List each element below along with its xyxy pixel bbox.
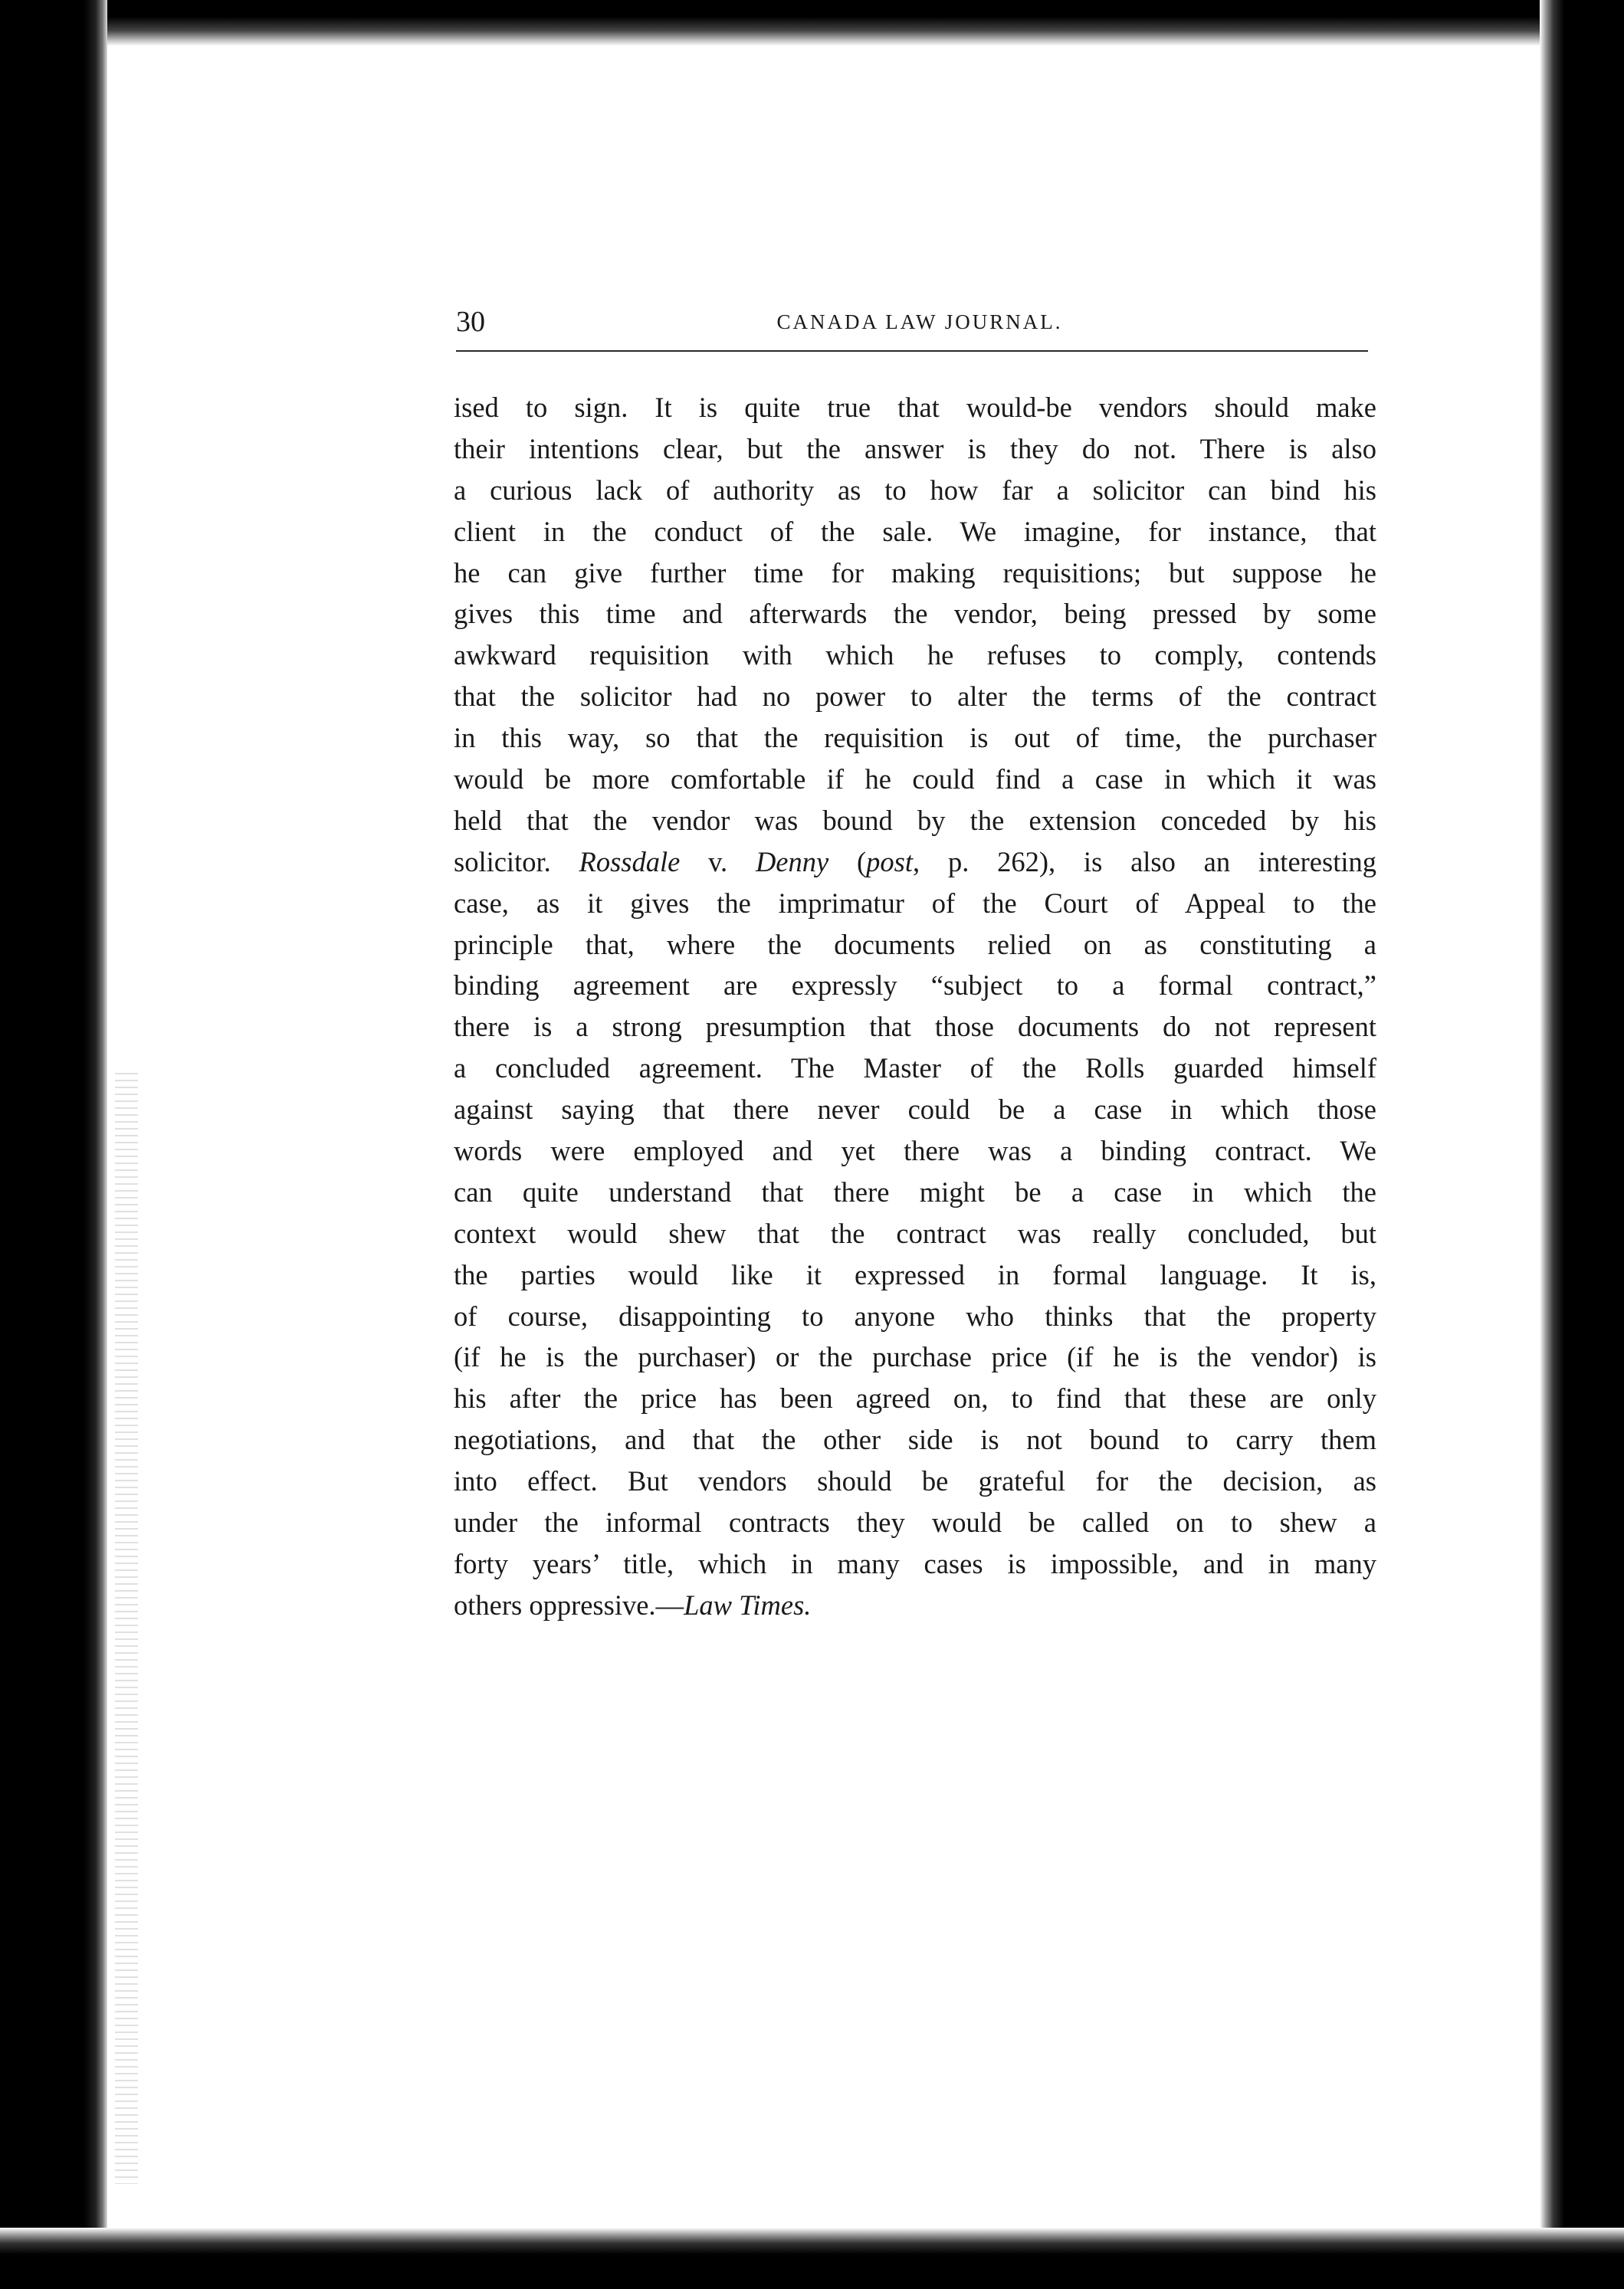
text-line [454, 428, 1376, 470]
text-run: awkward requisition with which he refuses to comply, contends [454, 639, 1376, 671]
text-run: forty years’ title, which in many cases is impossible, and in many [454, 1547, 1376, 1579]
text-line [454, 676, 1376, 717]
text-run: that the solicitor had no power to alter the terms of the contract [454, 680, 1376, 713]
text-run: (if he is the purchaser) or the purchase price (if he is the vendor) is [454, 1341, 1376, 1373]
journal-title: CANADA LAW JOURNAL. [776, 310, 1063, 333]
page-number: 30 [456, 306, 485, 338]
text-line [454, 1296, 1376, 1337]
text-line [454, 470, 1376, 511]
text-run: a concluded agreement. The Master of the Rolls guarded himself [454, 1052, 1376, 1084]
text-run: client in the conduct of the sale. We imagine, for instance, that [454, 515, 1376, 547]
italic-run: Rossdale [579, 845, 681, 877]
text-run: under the informal contracts they would be called on to shew a [454, 1507, 1376, 1539]
text-line [454, 1461, 1376, 1502]
header-rule [456, 350, 1368, 352]
text-run: ( [828, 845, 867, 877]
article-text [454, 387, 1376, 1626]
text-run: a curious lack of authority as to how far a solicitor can bind his [454, 474, 1376, 506]
text-run: ised to sign. It is quite true that would-be vendors should make [454, 392, 1376, 423]
text-line [454, 1585, 1376, 1626]
text-run: held that the vendor was bound by the extension conceded by his [454, 804, 1376, 836]
text-run: of course, disappointing to anyone who thinks that the property [454, 1300, 1376, 1332]
text-line [454, 1543, 1376, 1585]
text-line [454, 1336, 1376, 1378]
running-head [456, 299, 1383, 345]
scan-border-top [0, 0, 1624, 46]
text-line [454, 1006, 1376, 1048]
text-run: would be more comfortable if he could find a case in which it was [454, 763, 1376, 795]
text-line [454, 593, 1376, 635]
text-run: there is a strong presumption that those documents do not represent [454, 1011, 1376, 1043]
italic-run: post [866, 845, 914, 877]
text-run: binding agreement are expressly “subject to a formal contract,” [454, 969, 1376, 1002]
scan-border-right [1540, 0, 1624, 2289]
text-line [454, 1378, 1376, 1419]
text-line [454, 883, 1376, 924]
text-run: the parties would like it expressed in formal language. It is, [454, 1258, 1376, 1290]
text-run: solicitor. [454, 845, 579, 877]
text-line [454, 1089, 1376, 1130]
text-line [454, 965, 1376, 1006]
text-line [454, 387, 1376, 428]
scan-border-bottom [0, 2228, 1624, 2289]
text-line [454, 1419, 1376, 1461]
text-run: his after the price has been agreed on, to find that these are only [454, 1382, 1376, 1415]
text-run: , p. 262), is also an interesting [913, 845, 1376, 877]
text-line [454, 1502, 1376, 1543]
italic-run: Denny [755, 845, 829, 877]
text-run: into effect. But vendors should be grateful for the decision, as [454, 1465, 1376, 1497]
text-run: in this way, so that the requisition is out of time, the purchaser [454, 722, 1376, 754]
text-run: their intentions clear, but the answer is they do not. There is also [454, 432, 1376, 464]
text-run: v. [680, 845, 756, 877]
text-run: against saying that there never could be a case in which those [454, 1094, 1376, 1126]
text-line [454, 717, 1376, 759]
text-line [454, 553, 1376, 594]
italic-run: Law Times. [684, 1589, 812, 1621]
text-line [454, 1213, 1376, 1254]
text-run: can quite understand that there might be a case in which the [454, 1176, 1376, 1208]
text-run: gives this time and afterwards the vendor, being pressed by some [454, 598, 1376, 630]
text-run: he can give further time for making requisitions; but suppose he [454, 556, 1376, 589]
scan-border-left [0, 0, 107, 2289]
text-line [454, 1254, 1376, 1296]
text-run: negotiations, and that the other side is not bound to carry them [454, 1424, 1376, 1456]
text-line [454, 635, 1376, 676]
text-line [454, 841, 1376, 883]
text-line [454, 1172, 1376, 1213]
text-line [454, 924, 1376, 966]
text-line [454, 1048, 1376, 1089]
text-run: principle that, where the documents relied on as constituting a [454, 928, 1376, 960]
text-line [454, 759, 1376, 800]
text-run: others oppressive.— [454, 1589, 684, 1621]
text-run: context would shew that the contract was really concluded, but [454, 1217, 1376, 1249]
text-run: case, as it gives the imprimatur of the Court of Appeal to the [454, 887, 1376, 919]
text-run: words were employed and yet there was a binding contract. We [454, 1135, 1376, 1167]
scan-speckle [115, 1073, 138, 2184]
text-line [454, 800, 1376, 841]
text-line [454, 1130, 1376, 1172]
text-line [454, 511, 1376, 553]
